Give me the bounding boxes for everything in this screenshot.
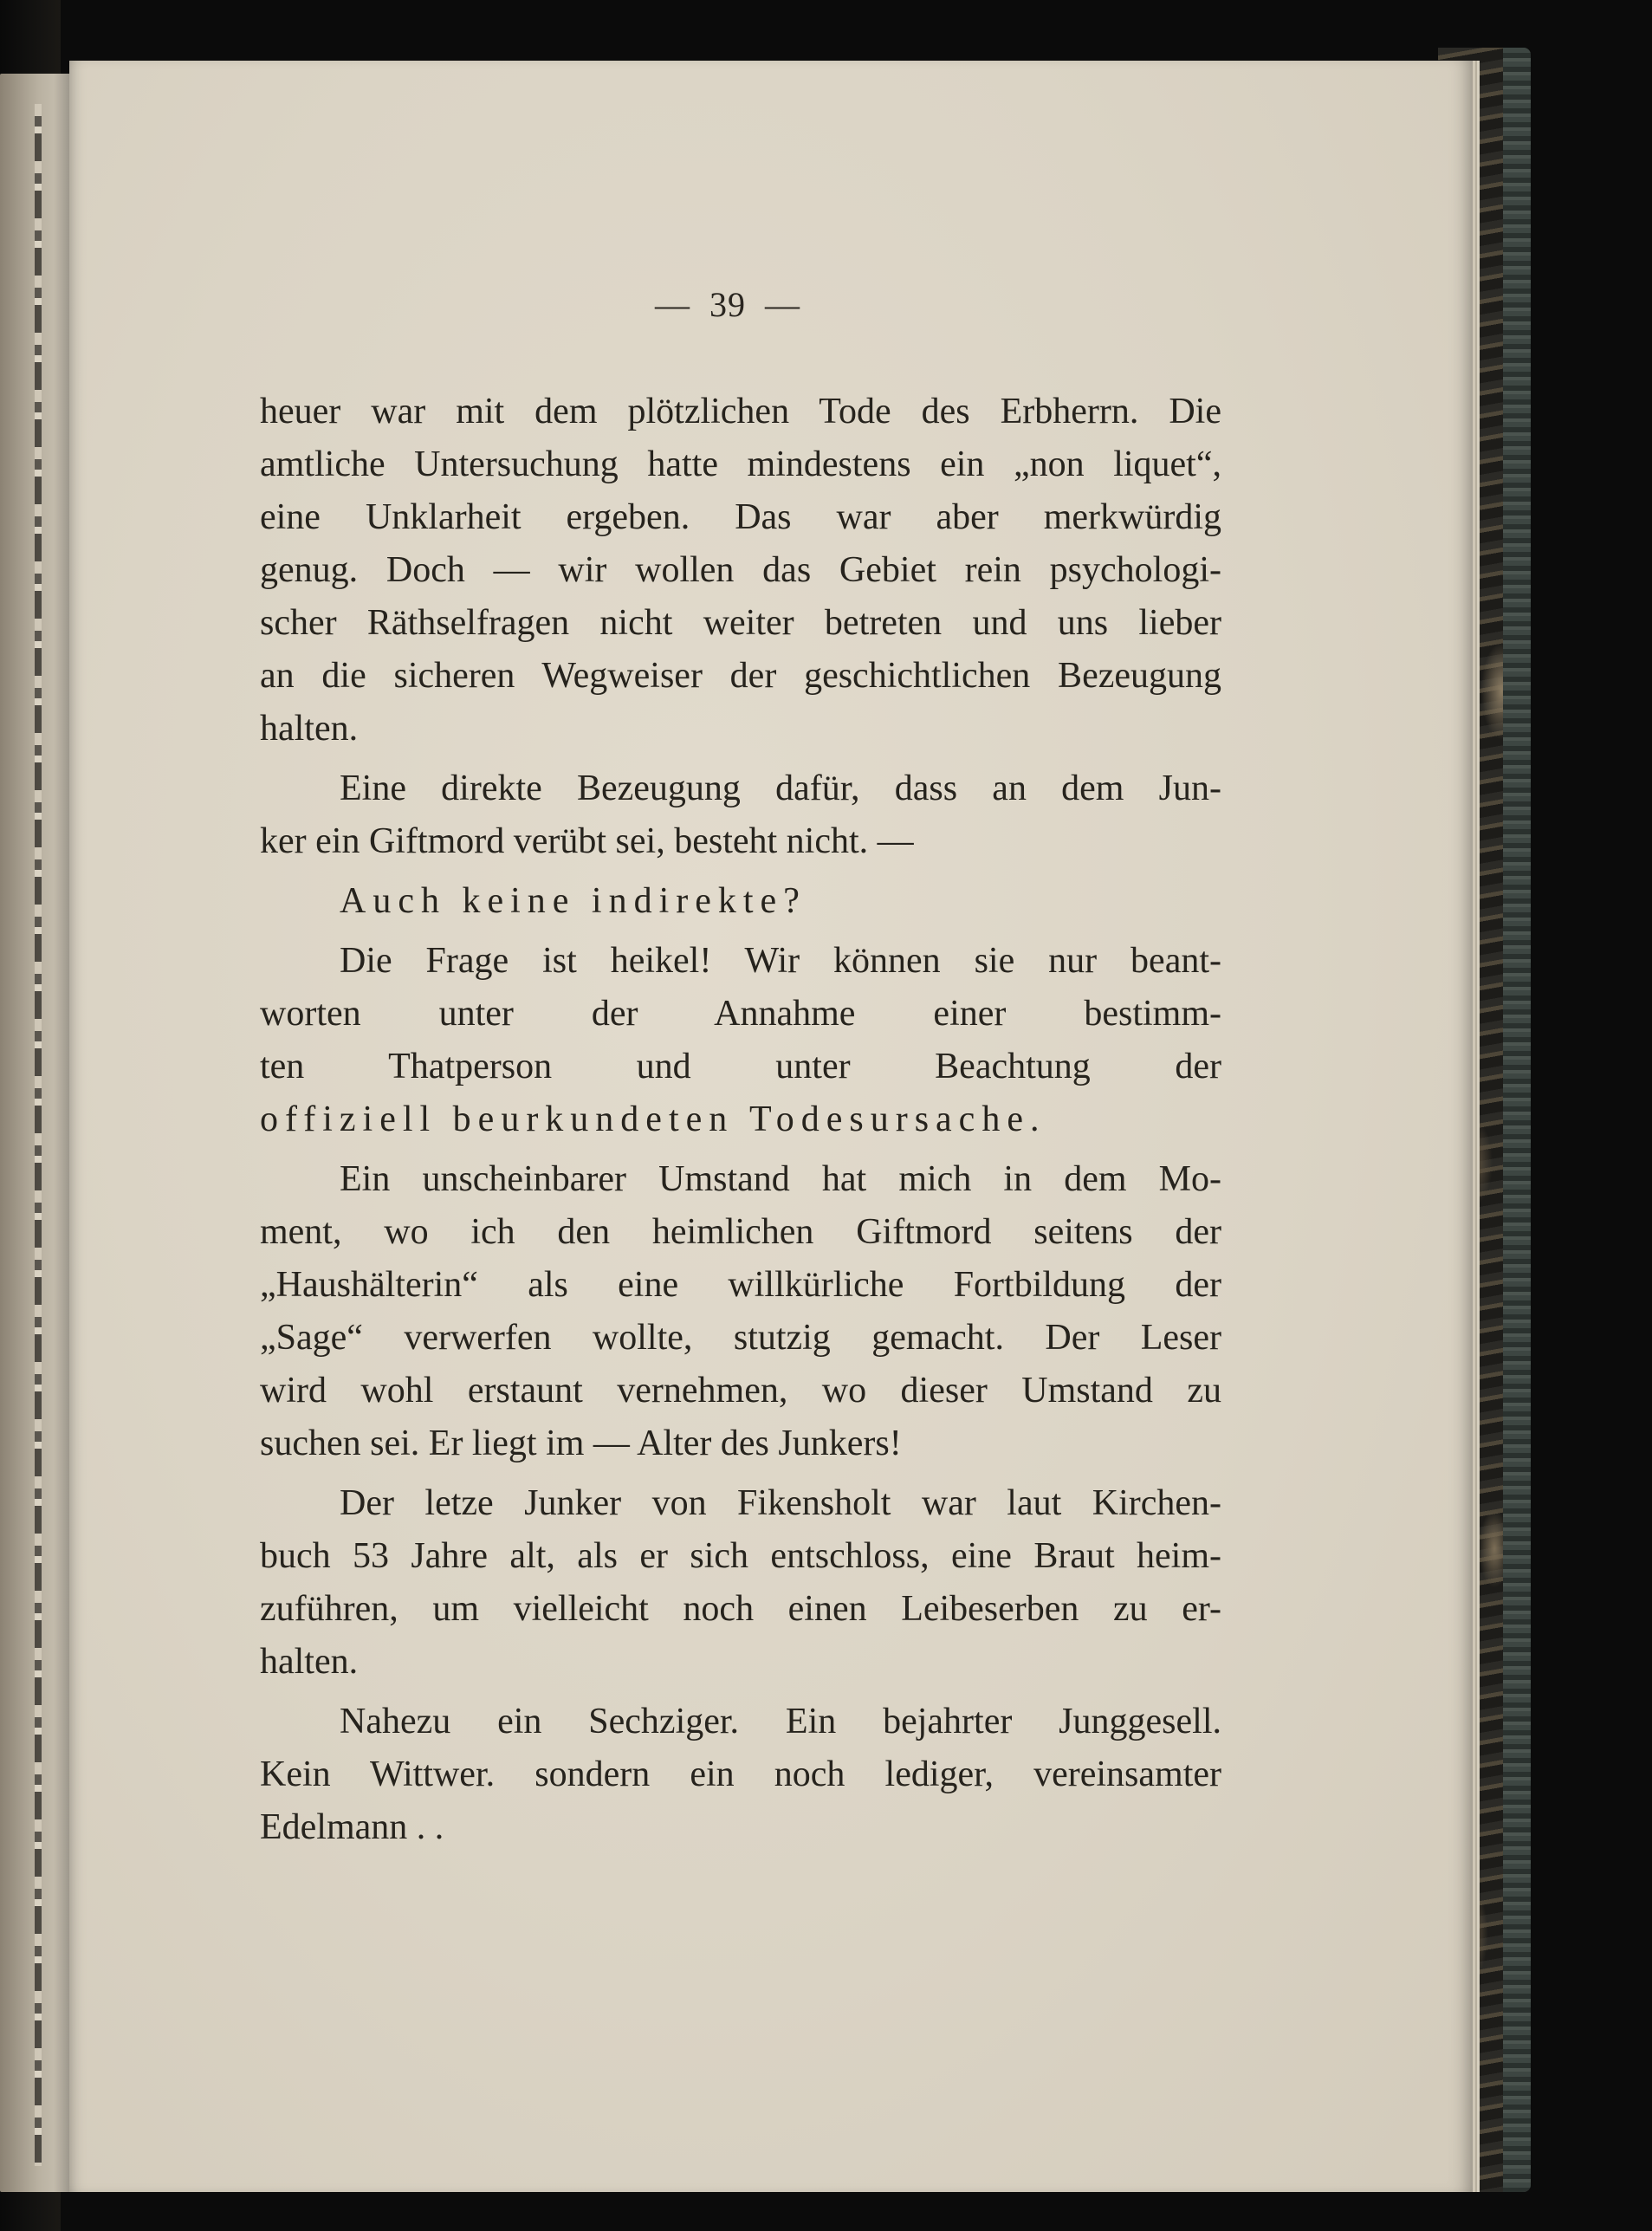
- text-line: Auch keine indirekte?: [340, 881, 807, 921]
- text-line: genug. Doch — wir wollen das Gebiet rein psychologi-: [260, 550, 1221, 590]
- text-line: offiziell beurkundeten Todesursache.: [260, 1099, 1046, 1139]
- text-line: wird wohl erstaunt vernehmen, wo dieser Umstand zu: [260, 1371, 1221, 1411]
- text-line: „Haushälterin“ als eine willkürliche Fortbildung der: [260, 1265, 1221, 1305]
- text-line: halten.: [260, 1642, 359, 1682]
- binding-thread: [35, 104, 42, 2166]
- text-line: ker ein Giftmord verübt sei, besteht nicht. —: [260, 821, 914, 861]
- text-line: eine Unklarheit ergeben. Das war aber merkwürdig: [260, 497, 1221, 537]
- text-line: „Sage“ verwerfen wollte, stutzig gemacht. Der Leser: [260, 1318, 1221, 1358]
- text-line: Nahezu ein Sechziger. Ein bejahrter Junggesell.: [340, 1702, 1221, 1741]
- text-line: ten Thatperson und unter Beachtung der: [260, 1047, 1221, 1086]
- text-line: Eine direkte Bezeugung dafür, dass an dem Jun-: [340, 769, 1221, 808]
- text-line: suchen sei. Er liegt im — Alter des Junkers!: [260, 1424, 902, 1463]
- text-line: scher Räthselfragen nicht weiter betreten und uns lieber: [260, 603, 1221, 643]
- text-line: buch 53 Jahre alt, als er sich entschloss, eine Braut heim-: [260, 1536, 1221, 1576]
- text-line: Der letze Junker von Fikensholt war laut Kirchen-: [340, 1483, 1221, 1523]
- text-line: worten unter der Annahme einer bestimm-: [260, 994, 1221, 1034]
- page-number-value: 39: [709, 285, 746, 324]
- text-line: Edelmann . .: [260, 1807, 444, 1847]
- text-line: amtliche Untersuchung hatte mindestens ein „non liquet“,: [260, 444, 1221, 484]
- text-line: an die sicheren Wegweiser der geschichtlichen Bezeugung: [260, 656, 1221, 696]
- page-number: [624, 284, 832, 325]
- text-line: Die Frage ist heikel! Wir können sie nur beant-: [340, 941, 1221, 981]
- text-line: Kein Wittwer. sondern ein noch lediger, vereinsamter: [260, 1754, 1221, 1794]
- text-line: zuführen, um vielleicht noch einen Leibeserben zu er-: [260, 1589, 1221, 1629]
- text-line: Ein unscheinbarer Umstand hat mich in dem Mo-: [340, 1159, 1221, 1199]
- body-text: [260, 386, 1221, 1854]
- text-line: halten.: [260, 709, 359, 749]
- text-line: heuer war mit dem plötzlichen Tode des Erbherrn. Die: [260, 392, 1221, 431]
- page-number-dash-right: —: [765, 285, 800, 324]
- text-line: ment, wo ich den heimlichen Giftmord seitens der: [260, 1212, 1221, 1252]
- cover-cloth-edge: [1503, 48, 1531, 2192]
- page-number-dash-left: —: [655, 285, 690, 324]
